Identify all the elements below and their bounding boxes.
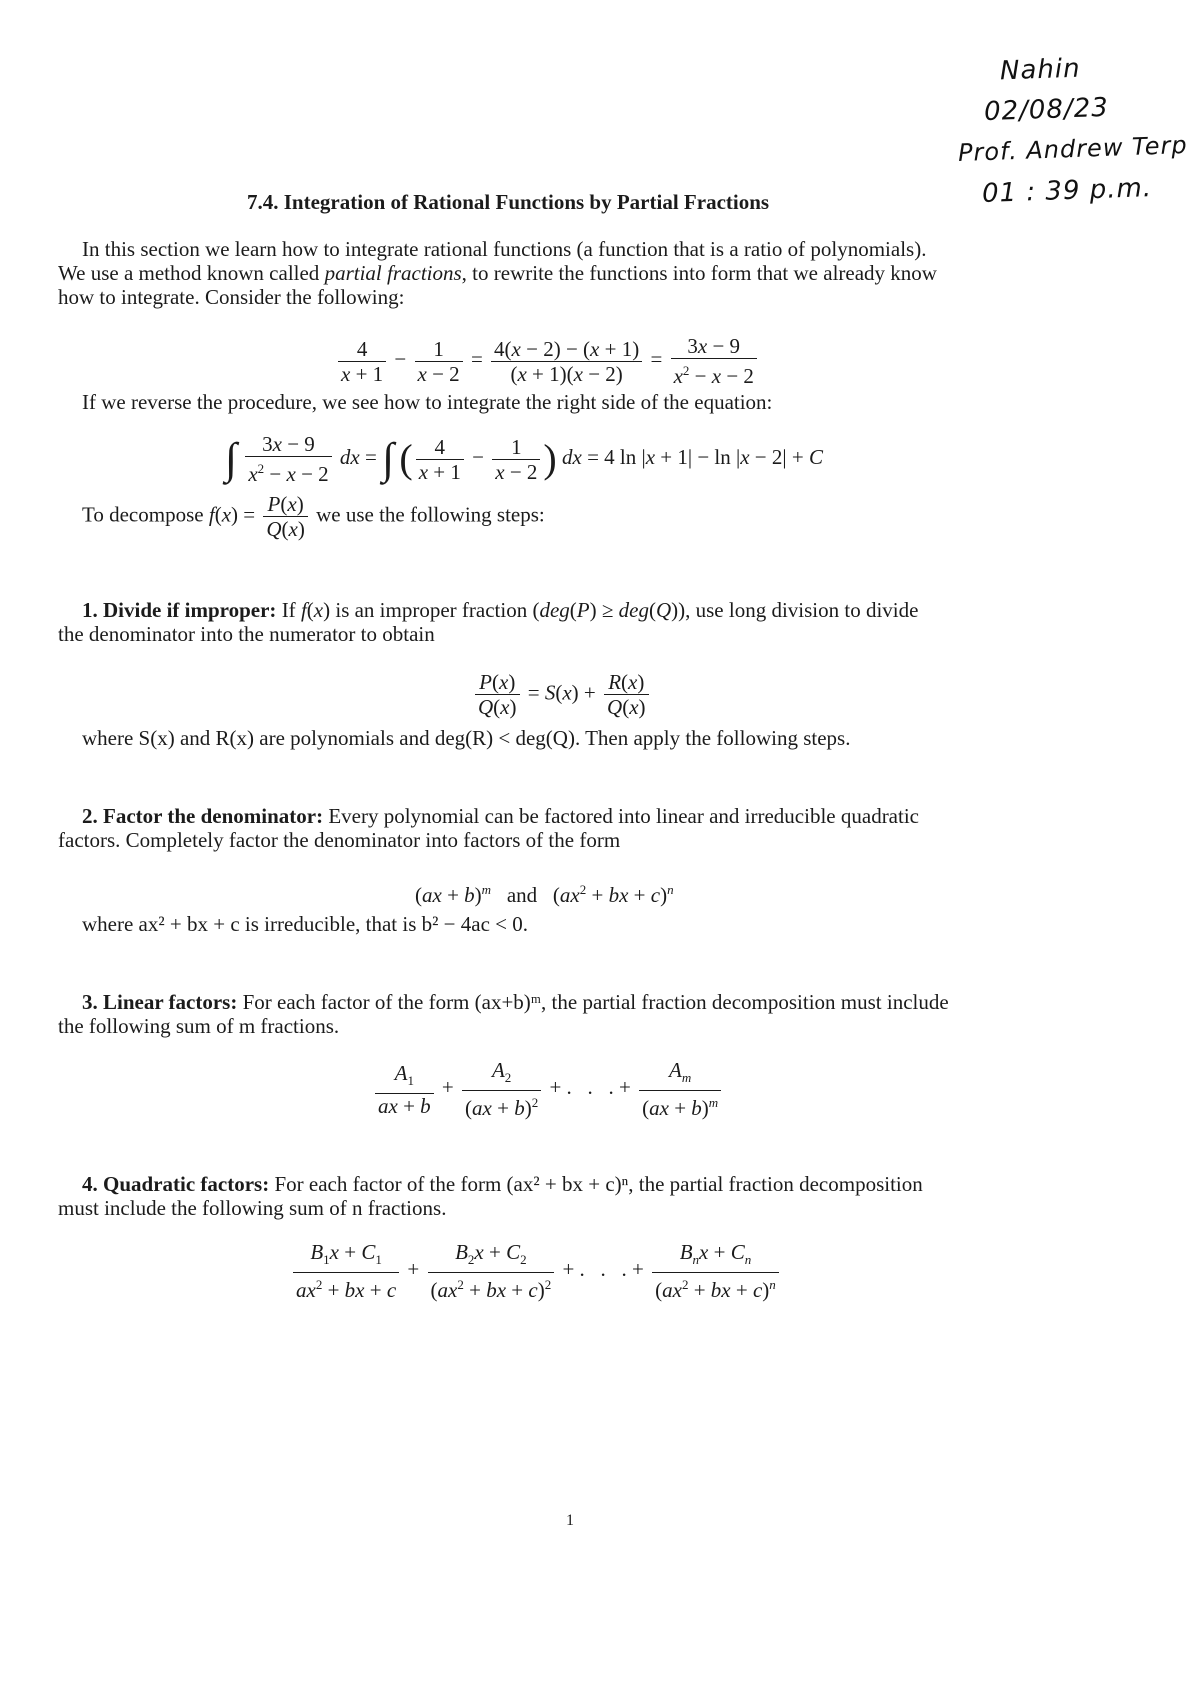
step-2: 2. Factor the denominator: Every polynomial can be factored into linear and irreducible quadratic factors. Completely factor the denominator into factors of the form [58, 804, 919, 852]
step-3-heading: 3. Linear factors: [82, 990, 238, 1014]
equation-factor-forms: (ax + b)$^m$ and ($ax^2$ + bx + c)$^n$ [415, 882, 674, 907]
section-title: 7.4. Integration of Rational Functions by Partial Fractions [247, 190, 770, 214]
page-number: 1 [566, 1512, 574, 1529]
equation-integral: ∫ $\frac{3x - 9}{x^2 - x - 2}$ dx = ∫ ( $\frac{4}{x + 1}$ − $\frac{1}{x - 2}$ ) dx = 4 ln |x + 1| − ln |x − 2| + C [225, 432, 823, 486]
decompose-line: To decompose f(x) = $\frac{P(x)}{Q(x)}$ we use the following steps: [82, 492, 545, 541]
handwritten-name: Nahin [999, 53, 1082, 87]
step-1-heading: 1. Divide if improper: [82, 598, 277, 622]
step-1-where: where S(x) and R(x) are polynomials and deg(R) < deg(Q). Then apply the following steps. [82, 726, 851, 750]
handwritten-time: 01 : 39 p.m. [981, 173, 1153, 209]
intro-line-3: how to integrate. Consider the following: [58, 285, 405, 309]
step-4: 4. Quadratic factors: For each factor of the form (ax² + bx + c)ⁿ, the partial fraction decomposition must include the following sum of n fractions. [58, 1172, 923, 1220]
equation-example: $\frac{4}{x + 1}$ − $\frac{1}{x - 2}$ = $\frac{4(x - 2) - (x + 1)}{(x + 1)(x - 2)}$ = $\frac{3x - 9}{x^2 - x - 2}$ [335, 334, 760, 388]
step-3: 3. Linear factors: For each factor of the form (ax+b)ᵐ, the partial fraction decomposition must include the following sum of m fractions. [58, 990, 949, 1038]
equation-long-division: $\frac{P(x)}{Q(x)}$ = S(x) + $\frac{R(x)}{Q(x)}$ [472, 670, 652, 719]
handwritten-professor: Prof. Andrew Terp [957, 131, 1189, 167]
step-1: 1. Divide if improper: If f(x) is an improper fraction (deg(P) ≥ deg(Q)), use long division to divide the denominator into the numerator to obtain [58, 598, 919, 646]
handwritten-date: 02/08/23 [983, 92, 1110, 128]
reverse-text: If we reverse the procedure, we see how to integrate the right side of the equation: [82, 390, 773, 414]
step-4-heading: 4. Quadratic factors: [82, 1172, 270, 1196]
intro-line-2: We use a method known called partial fractions, to rewrite the functions into form that we already know [58, 261, 937, 285]
intro-line-1: In this section we learn how to integrate rational functions (a function that is a ratio of polynomials). [82, 237, 927, 261]
equation-quadratic-sum: $\frac{B_1x + C_1}{ax^2 + bx + c}$ + $\frac{B_2x + C_2}{(ax^2 + bx + c)^2}$ + . . . + $\frac{B_nx + C_n}{(ax^2 + bx + c)^n}$ [290, 1240, 782, 1302]
equation-linear-sum: $\frac{A_1}{ax + b}$ + $\frac{A_2}{(ax + b)^2}$ + . . . + $\frac{A_m}{(ax + b)^m}$ [372, 1058, 724, 1120]
step-2-where: where ax² + bx + c is irreducible, that is b² − 4ac < 0. [82, 912, 529, 936]
intro-paragraph [58, 237, 1078, 309]
step-2-heading: 2. Factor the denominator: [82, 804, 324, 828]
